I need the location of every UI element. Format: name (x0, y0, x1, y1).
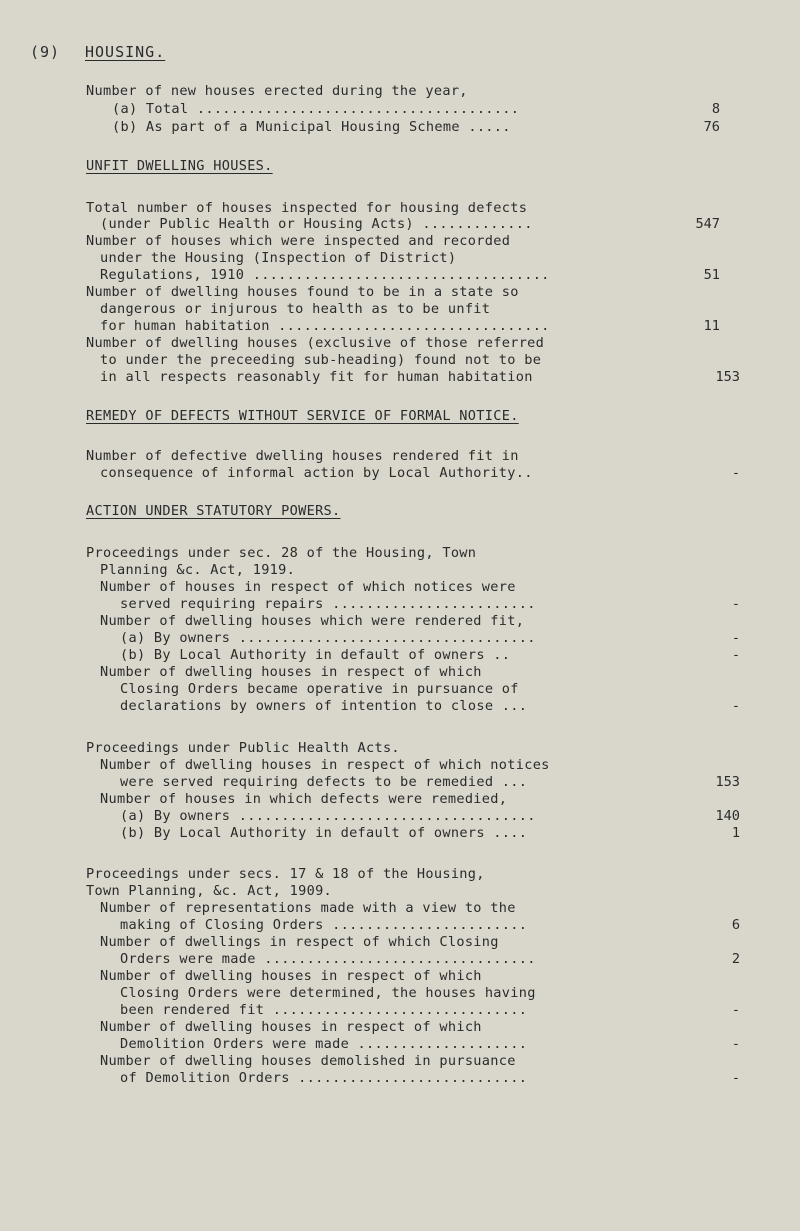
statutory-value: - (731, 1002, 740, 1018)
statutory-line: been rendered fit .............................. (120, 1002, 528, 1018)
statutory-value: - (731, 647, 740, 663)
new-houses-municipal-label: (b) As part of a Municipal Housing Scheme ..... (112, 119, 511, 135)
unfit-heading: UNFIT DWELLING HOUSES. (86, 158, 273, 174)
statutory-value: - (731, 698, 740, 714)
statutory-line: Proceedings under Public Health Acts. (86, 740, 400, 756)
statutory-line: Closing Orders became operative in pursuance of (120, 681, 519, 697)
statutory-value: 2 (731, 951, 740, 967)
statutory-line: Proceedings under sec. 28 of the Housing, Town (86, 545, 477, 561)
unfit-line: under the Housing (Inspection of District) (100, 250, 457, 266)
statutory-line: Number of houses in respect of which notices were (100, 579, 516, 595)
new-houses-total-value: 8 (711, 101, 720, 117)
remedy-line: consequence of informal action by Local Authority.. (100, 465, 533, 481)
statutory-line: (a) By owners ................................... (120, 630, 536, 646)
statutory-line: Number of dwelling houses in respect of which (100, 664, 482, 680)
statutory-line: Number of houses in which defects were remedied, (100, 791, 508, 807)
unfit-value: 51 (703, 267, 720, 283)
remedy-value: - (731, 465, 740, 481)
statutory-value: 6 (731, 917, 740, 933)
unfit-line: Total number of houses inspected for housing defects (86, 200, 528, 216)
statutory-line: Number of dwelling houses in respect of which notices (100, 757, 550, 773)
statutory-line: Number of representations made with a view to the (100, 900, 516, 916)
statutory-line: Number of dwelling houses demolished in pursuance (100, 1053, 516, 1069)
section-number: (9) (30, 43, 61, 61)
unfit-line: Number of dwelling houses found to be in a state so (86, 284, 519, 300)
statutory-value: - (731, 1070, 740, 1086)
unfit-line: to under the preceeding sub-heading) found not to be (100, 352, 542, 368)
unfit-value: 547 (695, 216, 720, 232)
statutory-value: - (731, 596, 740, 612)
statutory-line: of Demolition Orders ........................... (120, 1070, 528, 1086)
statutory-line: Planning &c. Act, 1919. (100, 562, 296, 578)
statutory-line: Closing Orders were determined, the houses having (120, 985, 536, 1001)
statutory-line: Demolition Orders were made .................... (120, 1036, 528, 1052)
statutory-line: (a) By owners ................................... (120, 808, 536, 824)
new-houses-total-label: (a) Total ...................................... (112, 101, 520, 117)
unfit-line: Number of houses which were inspected and recorded (86, 233, 511, 249)
statutory-heading: ACTION UNDER STATUTORY POWERS. (86, 503, 341, 519)
statutory-line: Proceedings under secs. 17 & 18 of the Housing, (86, 866, 485, 882)
section-title: HOUSING. (85, 43, 166, 61)
unfit-line: in all respects reasonably fit for human habitation (100, 369, 533, 385)
statutory-line: declarations by owners of intention to close ... (120, 698, 528, 714)
statutory-line: were served requiring defects to be remedied ... (120, 774, 528, 790)
statutory-value: 153 (715, 774, 740, 790)
statutory-line: Number of dwelling houses which were rendered fit, (100, 613, 525, 629)
statutory-value: - (731, 630, 740, 646)
statutory-line: Number of dwellings in respect of which Closing (100, 934, 499, 950)
unfit-value: 153 (715, 369, 740, 385)
statutory-line: Number of dwelling houses in respect of which (100, 1019, 482, 1035)
unfit-line: (under Public Health or Housing Acts) ............. (100, 216, 533, 232)
statutory-line: Number of dwelling houses in respect of which (100, 968, 482, 984)
remedy-line: Number of defective dwelling houses rendered fit in (86, 448, 519, 464)
statutory-line: (b) By Local Authority in default of owners .. (120, 647, 511, 663)
unfit-line: Regulations, 1910 ................................... (100, 267, 550, 283)
statutory-line: served requiring repairs ........................ (120, 596, 536, 612)
new-houses-intro: Number of new houses erected during the year, (86, 83, 468, 99)
unfit-value: 11 (703, 318, 720, 334)
statutory-line: Orders were made ................................ (120, 951, 536, 967)
statutory-line: (b) By Local Authority in default of owners .... (120, 825, 528, 841)
remedy-heading: REMEDY OF DEFECTS WITHOUT SERVICE OF FORMAL NOTICE. (86, 408, 519, 424)
statutory-value: - (731, 1036, 740, 1052)
statutory-value: 140 (715, 808, 740, 824)
unfit-line: Number of dwelling houses (exclusive of those referred (86, 335, 545, 351)
unfit-line: for human habitation ................................ (100, 318, 550, 334)
statutory-value: 1 (731, 825, 740, 841)
statutory-line: making of Closing Orders ....................... (120, 917, 528, 933)
statutory-line: Town Planning, &c. Act, 1909. (86, 883, 333, 899)
unfit-line: dangerous or injurous to health as to be unfit (100, 301, 491, 317)
new-houses-municipal-value: 76 (703, 119, 720, 135)
